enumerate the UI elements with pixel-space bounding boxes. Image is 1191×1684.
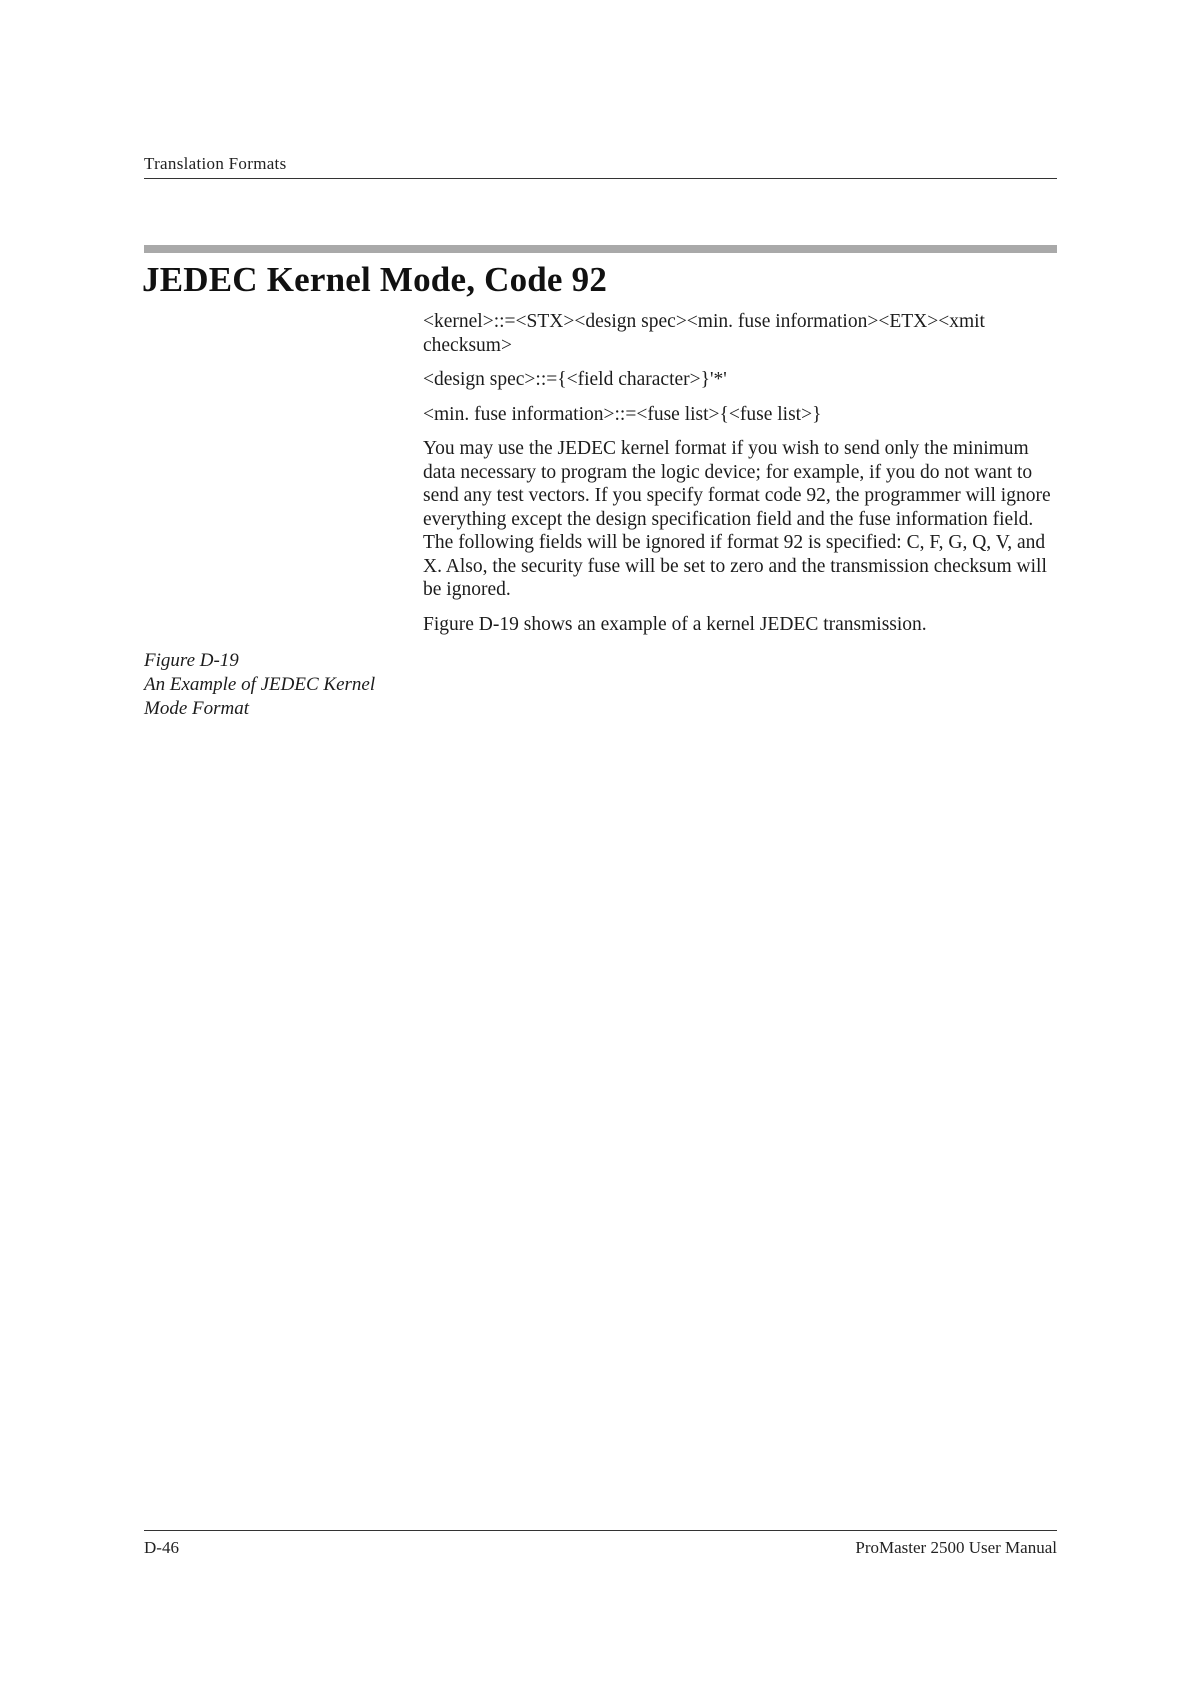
figure-reference-paragraph: Figure D-19 shows an example of a kernel JEDEC transmission. [423, 613, 927, 635]
figure-caption-title-line-1: An Example of JEDEC Kernel [144, 674, 376, 695]
page-number: D-46 [144, 1538, 179, 1557]
running-header: Translation Formats [144, 154, 287, 173]
syntax-line-kernel: <kernel>::=<STX><design spec><min. fuse information><ETX><xmit checksum> [423, 311, 985, 356]
body-paragraph: You may use the JEDEC kernel format if you wish to send only the minimum data necessary to program the logic device; for example, if you do not want to send any test vectors. If you specify format code 92, the programmer will ignore everything except the design specification field and the fuse information field. The following fields will be ignored if format 92 is specified: C, F, G, Q, V, and X. Also, the security fuse will be set to zero and the transmission checksum will be ignored. [423, 438, 1051, 600]
manual-title: ProMaster 2500 User Manual [855, 1538, 1057, 1557]
header-rule [144, 178, 1057, 179]
body-column [423, 310, 1057, 647]
section-title: JEDEC Kernel Mode, Code 92 [142, 260, 608, 299]
figure-caption-title-line-2: Mode Format [144, 698, 250, 719]
section-title-bar [144, 245, 1057, 253]
syntax-line-fuse-information: <min. fuse information>::=<fuse list>{<fuse list>} [423, 403, 822, 425]
footer-rule [144, 1530, 1057, 1531]
syntax-line-design-spec: <design spec>::={<field character>}'*' [423, 369, 727, 390]
figure-caption [144, 649, 404, 721]
figure-caption-number: Figure D-19 [144, 650, 239, 671]
